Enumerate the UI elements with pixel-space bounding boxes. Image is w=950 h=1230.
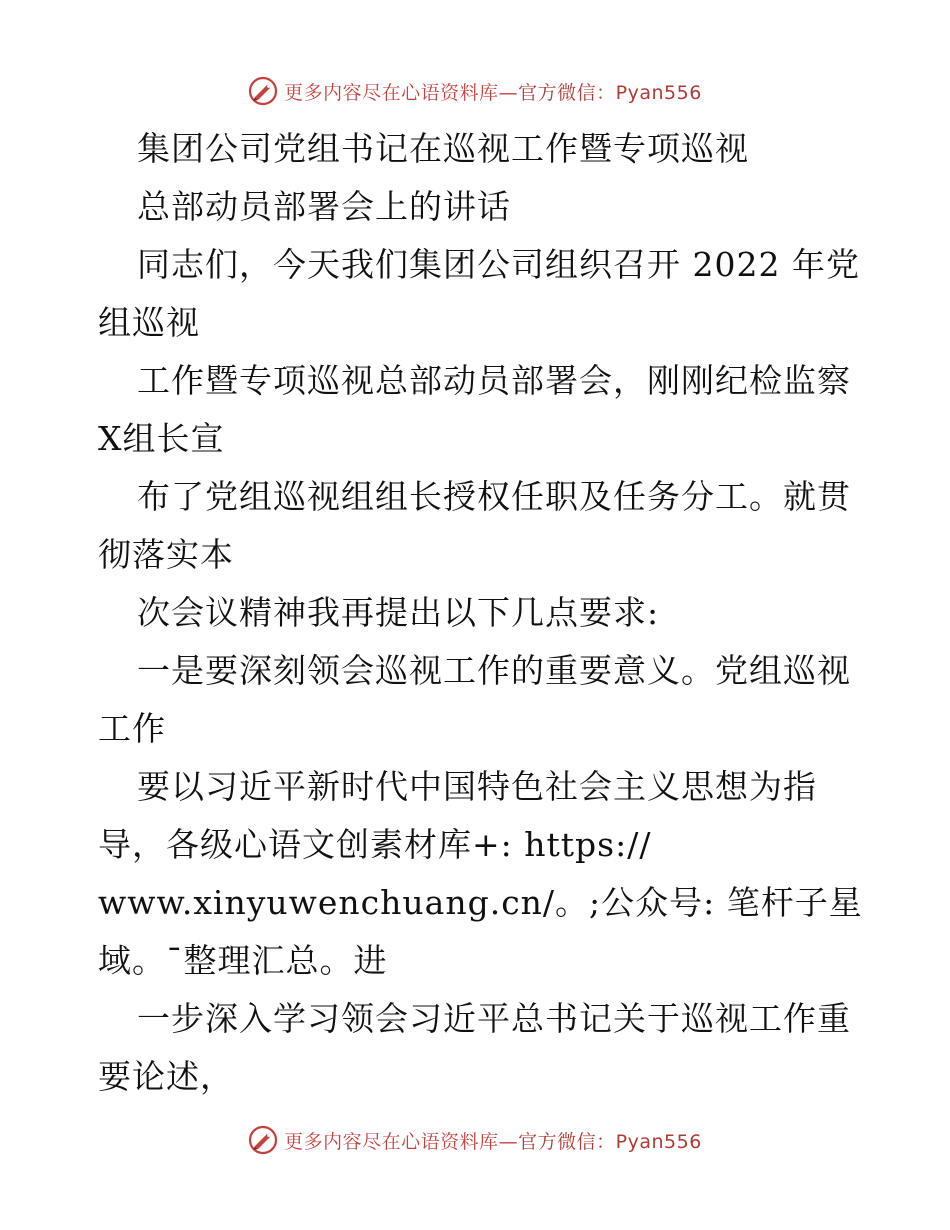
paragraph-line: 要论述， bbox=[98, 1057, 234, 1096]
footer-contact-text: 官方微信：Pyan556 bbox=[518, 1130, 702, 1153]
header-contact-text: 官方微信：Pyan556 bbox=[518, 81, 702, 104]
paragraph-line: 工作暨专项巡视总部动员部署会，刚刚纪检监察 bbox=[137, 361, 851, 400]
header-banner bbox=[0, 71, 950, 111]
header-banner-text bbox=[284, 78, 702, 105]
paragraph-line: 布了党组巡视组组长授权任职及任务分工。就贯 bbox=[137, 477, 851, 516]
document-body bbox=[98, 120, 863, 1106]
pen-logo-icon bbox=[248, 76, 278, 106]
title-line-2: 总部动员部署会上的讲话 bbox=[137, 187, 511, 226]
paragraph-line: 次会议精神我再提出以下几点要求: bbox=[137, 593, 660, 632]
paragraph-line: 导，各级心语文创素材库+: https:// bbox=[98, 825, 652, 864]
footer-promo-text: 更多内容尽在心语资料库— bbox=[284, 1130, 519, 1153]
footer-banner bbox=[0, 1120, 950, 1160]
paragraph-line: 同志们，今天我们集团公司组织召开 2022 年党 bbox=[137, 245, 860, 284]
paragraph-line: 要以习近平新时代中国特色社会主义思想为指 bbox=[137, 767, 817, 806]
pen-logo-icon bbox=[248, 1125, 278, 1155]
paragraph-line: X组长宣 bbox=[98, 419, 225, 458]
footer-banner-text bbox=[284, 1127, 702, 1154]
title-line-1: 集团公司党组书记在巡视工作暨专项巡视 bbox=[137, 129, 749, 168]
paragraph-line: www.xinyuwenchuang.cn/。;公众号: 笔杆子星 bbox=[98, 883, 863, 922]
header-promo-text: 更多内容尽在心语资料库— bbox=[284, 81, 519, 104]
paragraph-line: 彻落实本 bbox=[98, 535, 234, 574]
paragraph-line: 组巡视 bbox=[98, 303, 200, 342]
paragraph-line: 一是要深刻领会巡视工作的重要意义。党组巡视 bbox=[137, 651, 851, 690]
paragraph-line: 一步深入学习领会习近平总书记关于巡视工作重 bbox=[137, 999, 851, 1038]
paragraph-line: 工作 bbox=[98, 709, 166, 748]
paragraph-line: 域。¯整理汇总。进 bbox=[98, 941, 388, 980]
